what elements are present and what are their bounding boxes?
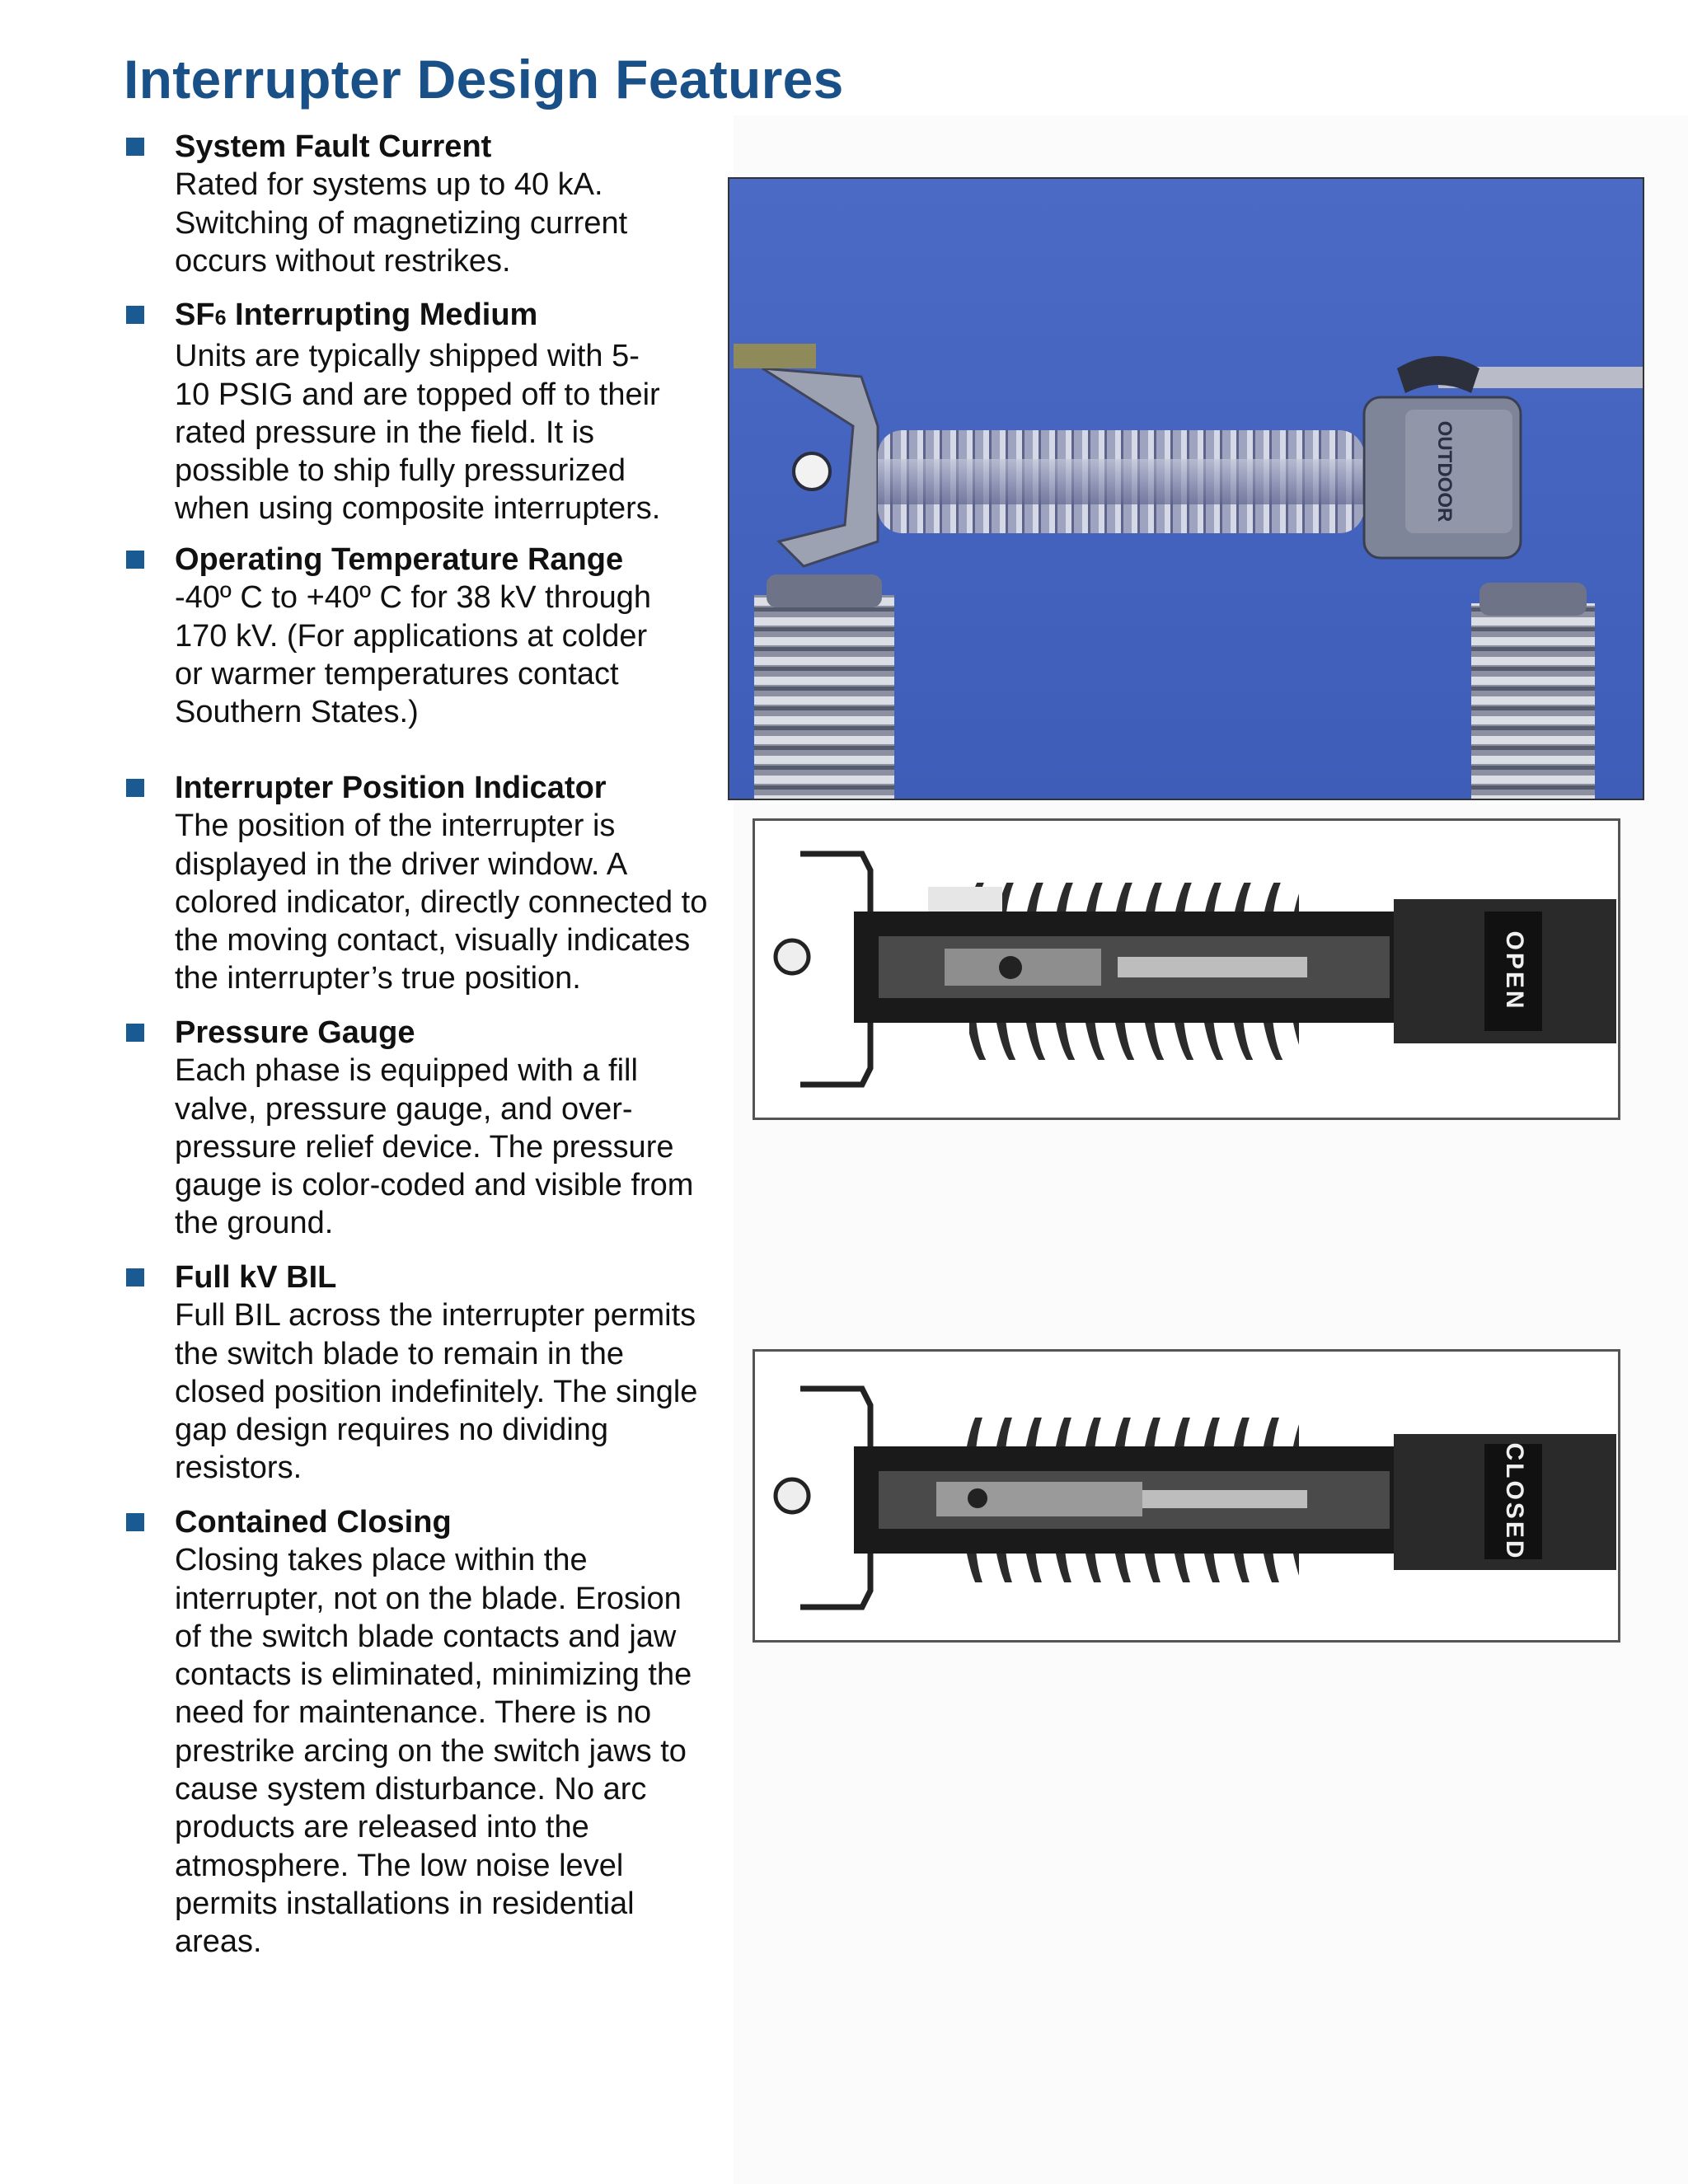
feature-line: Units are typically shipped with 5- <box>175 339 640 374</box>
feature-body <box>175 1503 753 1961</box>
feature-interrupter-position-indicator <box>126 769 753 998</box>
square-bullet-icon <box>126 1268 144 1286</box>
feature-line: -40º C to +40º C for 38 kV through <box>175 580 652 616</box>
feature-line: occurs without restrikes. <box>175 243 511 279</box>
feature-title: System Fault Current <box>175 129 492 164</box>
feature-line: products are released into the <box>175 1810 589 1845</box>
interrupter-assembly-photo <box>728 177 1644 800</box>
feature-system-fault-current <box>126 128 753 280</box>
cutaway-open-photo <box>753 818 1620 1120</box>
feature-line: gap design requires no dividing <box>175 1413 609 1448</box>
cutaway-open-illustration <box>755 821 1618 1118</box>
feature-sf6-interrupting-medium <box>126 296 753 528</box>
feature-contained-closing <box>126 1503 753 1961</box>
feature-line: Rated for systems up to 40 kA. <box>175 167 603 203</box>
feature-operating-temperature-range <box>126 541 753 731</box>
feature-line: areas. <box>175 1924 262 1960</box>
feature-line: the moving contact, visually indicates <box>175 923 691 958</box>
feature-line: interrupter, not on the blade. Erosion <box>175 1581 682 1616</box>
feature-body <box>175 296 753 528</box>
square-bullet-icon <box>126 306 144 324</box>
feature-title: Pressure Gauge <box>175 1015 415 1050</box>
feature-line: rated pressure in the field. It is <box>175 415 595 450</box>
square-bullet-icon <box>126 551 144 569</box>
feature-line: possible to ship fully pressurized <box>175 453 626 489</box>
feature-line: the ground. <box>175 1206 334 1241</box>
feature-line: closed position indefinitely. The single <box>175 1374 698 1409</box>
feature-title: Interrupter Position Indicator <box>175 771 607 805</box>
feature-line: prestrike arcing on the switch jaws to <box>175 1733 687 1769</box>
feature-line: the switch blade to remain in the <box>175 1336 624 1371</box>
feature-line: cause system disturbance. No arc <box>175 1772 647 1807</box>
window-label-open: OPEN <box>1501 930 1529 1011</box>
feature-line: The position of the interrupter is <box>175 808 616 844</box>
feature-body <box>175 1014 753 1243</box>
square-bullet-icon <box>126 138 144 156</box>
feature-line: the interrupter’s true position. <box>175 961 581 996</box>
feature-title <box>175 296 753 337</box>
feature-body <box>175 128 753 280</box>
feature-line: pressure relief device. The pressure <box>175 1129 674 1165</box>
feature-line: Switching of magnetizing current <box>175 205 628 241</box>
feature-line: displayed in the driver window. A <box>175 846 628 882</box>
feature-line: valve, pressure gauge, and over- <box>175 1091 633 1127</box>
feature-line: when using composite interrupters. <box>175 491 661 527</box>
feature-line: need for maintenance. There is no <box>175 1695 652 1731</box>
feature-line: Each phase is equipped with a fill <box>175 1053 638 1089</box>
page-title: Interrupter Design Features <box>124 49 844 110</box>
feature-line: resistors. <box>175 1451 302 1486</box>
square-bullet-icon <box>126 1024 144 1042</box>
square-bullet-icon <box>126 1513 144 1531</box>
feature-line: 10 PSIG and are topped off to their <box>175 377 660 412</box>
window-label-closed: CLOSED <box>1501 1442 1529 1561</box>
feature-body <box>175 769 753 998</box>
feature-full-kv-bil <box>126 1258 753 1488</box>
feature-line: contacts is eliminated, minimizing the <box>175 1657 692 1693</box>
cutaway-closed-photo <box>753 1349 1620 1643</box>
feature-title: Operating Temperature Range <box>175 542 624 577</box>
feature-body <box>175 541 753 731</box>
feature-line: Full BIL across the interrupter permits <box>175 1298 696 1333</box>
square-bullet-icon <box>126 779 144 797</box>
driver-brand-label: OUTDOOR <box>1433 420 1456 523</box>
feature-line: gauge is color-coded and visible from <box>175 1168 694 1203</box>
feature-line: Southern States.) <box>175 695 419 730</box>
feature-line: colored indicator, directly connected to <box>175 884 708 920</box>
feature-line: permits installations in residential <box>175 1886 635 1921</box>
feature-line: atmosphere. The low noise level <box>175 1848 624 1883</box>
feature-title-suffix: Interrupting Medium <box>226 298 538 332</box>
feature-line: 170 kV. (For applications at colder <box>175 618 648 654</box>
feature-title: Full kV BIL <box>175 1260 337 1295</box>
feature-title-prefix: SF <box>175 298 215 332</box>
feature-title-subscript: 6 <box>214 307 227 330</box>
feature-line: of the switch blade contacts and jaw <box>175 1619 677 1654</box>
cutaway-closed-illustration <box>755 1352 1618 1640</box>
interrupter-assembly-illustration <box>729 179 1643 799</box>
feature-body <box>175 1258 753 1488</box>
feature-line: Closing takes place within the <box>175 1543 588 1578</box>
feature-title: Contained Closing <box>175 1505 452 1540</box>
feature-line: or warmer temperatures contact <box>175 656 619 691</box>
feature-pressure-gauge <box>126 1014 753 1243</box>
